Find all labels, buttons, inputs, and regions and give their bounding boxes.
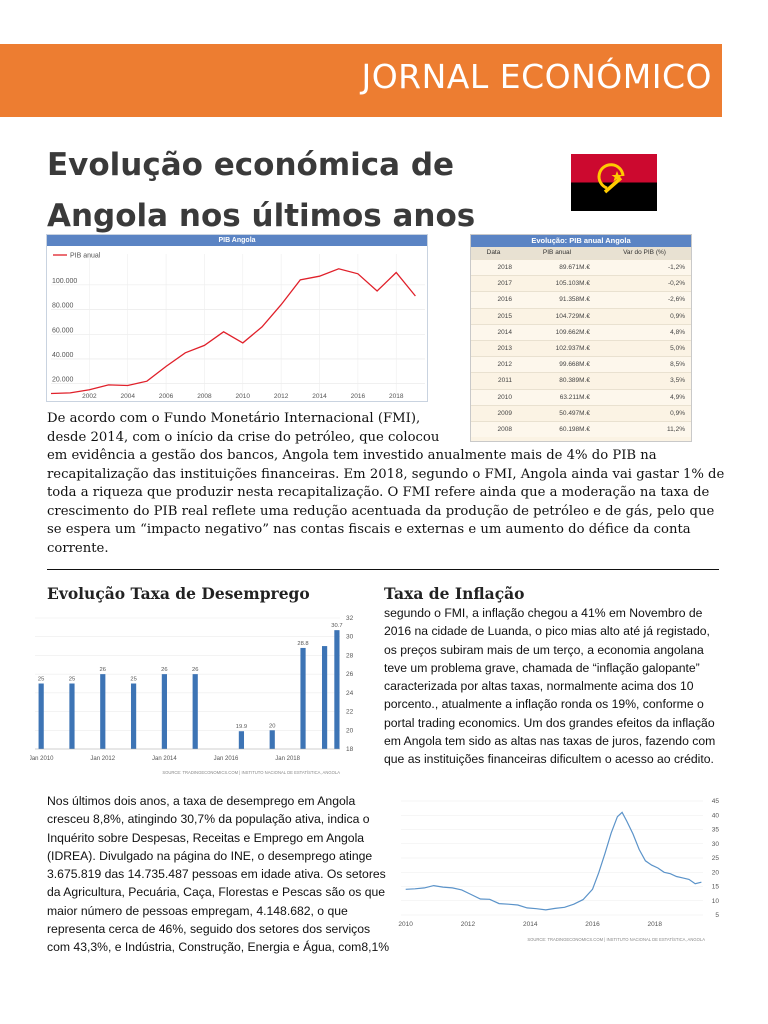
unemp-x-tick-label: Jan 2018 bbox=[275, 756, 300, 762]
angola-flag-image bbox=[571, 154, 657, 211]
infl-x-tick-label: 2014 bbox=[522, 921, 538, 928]
pib-cell-value: 60.198M.€ bbox=[559, 425, 590, 433]
unemp-bar-label: 19.9 bbox=[235, 724, 248, 731]
pib-x-tick-label: 2002 bbox=[82, 393, 97, 400]
pib-x-tick-label: 2016 bbox=[350, 393, 366, 400]
unemp-bar-label: 26 bbox=[191, 667, 199, 674]
pib-x-tick-label: 2008 bbox=[197, 393, 212, 400]
pib-table-row bbox=[471, 372, 691, 388]
unemp-x-tick-label: Jan 2016 bbox=[213, 756, 239, 762]
infl-x-tick-label: 2010 bbox=[398, 921, 413, 928]
unemp-bar bbox=[322, 646, 327, 749]
pib-cell-date: 2012 bbox=[497, 361, 512, 369]
pib-table-col-date: Data bbox=[486, 249, 501, 256]
pib-cell-var: 4,8% bbox=[670, 328, 685, 336]
unemp-bar bbox=[239, 731, 244, 749]
pib-table-row bbox=[471, 275, 691, 291]
pib-cell-date: 2015 bbox=[497, 312, 512, 320]
pib-x-tick-label: 2018 bbox=[388, 393, 404, 400]
pib-cell-value: 63.211M.€ bbox=[559, 393, 590, 401]
pib-x-tick-label: 2012 bbox=[273, 393, 289, 400]
article-paragraph-part-1: De acordo com o Fundo Monetário Internacional (FMI), desde 2014, com o início da crise do petróleo, que colocou bbox=[47, 411, 440, 445]
unemp-bar-label: 26 bbox=[99, 667, 107, 674]
pib-cell-date: 2010 bbox=[497, 393, 512, 401]
infl-y-tick-label: 35 bbox=[711, 826, 719, 834]
unemp-y-tick-label: 30 bbox=[346, 633, 354, 641]
unemp-bar-label: 28.8 bbox=[297, 640, 309, 647]
pib-cell-date: 2013 bbox=[497, 344, 512, 352]
pib-table-row bbox=[471, 291, 691, 307]
unemp-bar bbox=[162, 674, 167, 749]
infl-y-tick-label: 30 bbox=[711, 840, 719, 848]
pib-cell-var: -1,2% bbox=[668, 264, 685, 271]
pib-cell-value: 104.729M.€ bbox=[555, 312, 590, 320]
pib-y-tick-label: 20.000 bbox=[52, 376, 74, 384]
infl-source-label: SOURCE: TRADINGECONOMICS.COM | INSTITUTO NACIONAL DE ESTATÍSTICA, ANGOLA bbox=[527, 937, 705, 942]
unemp-y-tick-label: 22 bbox=[346, 708, 354, 716]
unemp-bar-label: 25 bbox=[68, 676, 76, 683]
unemp-bar-label: 25 bbox=[37, 676, 45, 683]
infl-y-tick-label: 40 bbox=[711, 812, 719, 820]
pib-cell-var: -0,2% bbox=[668, 280, 685, 288]
newspaper-title: JORNAL ECONÓMICO bbox=[361, 57, 712, 96]
flag-red-stripe bbox=[571, 154, 657, 183]
infl-y-tick-label: 5 bbox=[715, 912, 719, 919]
infl-x-tick-label: 2018 bbox=[647, 921, 662, 928]
pib-cell-value: 80.389M.€ bbox=[559, 377, 590, 385]
article-title-line-1: Evolução económica de bbox=[47, 147, 455, 183]
unemp-bar-label: 25 bbox=[130, 676, 137, 683]
pib-chart bbox=[46, 234, 428, 402]
inflation-chart-plot bbox=[395, 795, 725, 945]
inflation-text: segundo o FMI, a inflação chegou a 41% em Novembro de 2016 na cidade de Luanda, o pico mias alto até já registado, os preços subiram mais de um terço, a economia angolana teve um problema grave, chamada de “inflação galopante” caracterizada por altas taxas, normalmente acima dos 10 porcento., atualmente a inflação ronda os 19%, conforme o portal trading economics. Um dos grandes efeitos da inflação em Angola tem sido as altas nas taxas de juros, fazendo com que as instituições financeiras dificultem o acesso ao crédito. bbox=[384, 606, 716, 767]
unemp-bar bbox=[193, 674, 198, 749]
pib-x-tick-label: 2006 bbox=[158, 393, 174, 400]
article-paragraph-part-2: em evidência a gestão dos bancos, Angola tem investido anualmente mais de 4% do PIB na recapitalização das instituições financeiras. Em 2018, segundo o FMI, Angola ainda vai gastar 1% de toda a riqueza que produzir nesta recapitalização. O FMI refere ainda que a moderação na taxa de crescimento do PIB real reflete uma redução acentuada da produção de petróleo e de gás, pelo que se espera um “impacto negativo” nas contas fiscais e externas e um aumento do défice da conta corrente. bbox=[47, 448, 725, 556]
pib-cell-var: 11,2% bbox=[667, 425, 685, 433]
pib-cell-value: 99.668M.€ bbox=[559, 361, 590, 369]
pib-table-col-pib: PIB anual bbox=[542, 249, 572, 256]
unemp-y-tick-label: 28 bbox=[346, 652, 354, 660]
pib-cell-var: 0,9% bbox=[670, 312, 685, 320]
unemp-source-label: SOURCE: TRADINGECONOMICS.COM | INSTITUTO NACIONAL DE ESTATÍSTICA, ANGOLA bbox=[162, 770, 340, 775]
pib-cell-var: 3,5% bbox=[670, 377, 685, 385]
unemp-bar bbox=[131, 684, 136, 750]
unemp-bar bbox=[100, 674, 105, 749]
unemp-bar bbox=[270, 730, 275, 749]
unemployment-chart-plot bbox=[30, 612, 360, 777]
unemployment-heading: Evolução Taxa de Desemprego bbox=[47, 584, 310, 603]
pib-cell-date: 2011 bbox=[498, 377, 512, 385]
pib-cell-var: 0,9% bbox=[670, 409, 685, 417]
pib-cell-value: 91.358M.€ bbox=[559, 296, 590, 304]
unemp-bar-label: 20 bbox=[268, 723, 276, 730]
pib-table-row bbox=[471, 405, 691, 421]
unemp-bar-label: 30.7 bbox=[331, 623, 343, 630]
pib-table-row bbox=[471, 324, 691, 340]
unemployment-text: Nos últimos dois anos, a taxa de desemprego em Angola cresceu 8,8%, atingindo 30,7% da população ativa, indica o Inquérito sobre Despesas, Receitas e Emprego em Angola (IDREA). Divulgado na página do INE, o desemprego atinge 3.675.819 das 14.735.487 pessoas em idade ativa. Os setores da Agricultura, Pecuária, Caça, Florestas e Pescas são os que maior número de pessoas empregam, 4.148.682, o que representa cerca de 46%, seguido dos setores dos serviços com 43,3%, e Indústria, Construção, Energia e Água, com8,1% bbox=[47, 794, 390, 955]
pib-table-title: Evolução: PIB anual Angola bbox=[471, 235, 691, 247]
pib-table-row bbox=[471, 340, 691, 356]
infl-x-tick-label: 2012 bbox=[460, 921, 476, 928]
pib-x-tick-label: 2014 bbox=[312, 393, 327, 400]
infl-y-tick-label: 15 bbox=[711, 883, 719, 891]
pib-chart-plot bbox=[47, 246, 427, 401]
unemp-y-tick-label: 32 bbox=[346, 615, 354, 622]
unemp-bar bbox=[69, 684, 74, 750]
inflation-heading: Taxa de Inflação bbox=[384, 584, 525, 603]
inflation-chart bbox=[395, 795, 725, 945]
pib-y-tick-label: 100.000 bbox=[52, 277, 78, 285]
unemp-x-tick-label: Jan 2012 bbox=[90, 756, 116, 762]
unemp-bar bbox=[300, 648, 305, 749]
pib-cell-value: 109.662M.€ bbox=[555, 328, 590, 336]
pib-cell-value: 89.671M.€ bbox=[559, 264, 590, 271]
article-title bbox=[47, 140, 547, 242]
pib-cell-date: 2018 bbox=[497, 264, 512, 271]
pib-x-tick-label: 2004 bbox=[120, 393, 135, 400]
unemp-x-tick-label: Jan 2014 bbox=[152, 756, 177, 762]
pib-table-row bbox=[471, 356, 691, 372]
pib-cell-date: 2017 bbox=[497, 280, 512, 288]
pib-table-body bbox=[471, 259, 691, 437]
pib-cell-value: 50.497M.€ bbox=[559, 409, 590, 417]
unemp-bar bbox=[334, 630, 339, 749]
pib-table-row bbox=[471, 259, 691, 275]
pib-cell-var: 5,0% bbox=[670, 344, 685, 352]
infl-y-tick-label: 45 bbox=[711, 798, 719, 805]
pib-series-line bbox=[51, 269, 415, 394]
pib-cell-var: 4,9% bbox=[670, 393, 685, 401]
pib-y-tick-label: 80.000 bbox=[52, 302, 74, 310]
pib-chart-title: PIB Angola bbox=[47, 235, 427, 246]
pib-table-col-var: Var do PIB (%) bbox=[623, 249, 666, 256]
pib-cell-date: 2016 bbox=[497, 296, 512, 304]
infl-y-tick-label: 20 bbox=[711, 869, 719, 877]
pib-cell-var: -2,6% bbox=[668, 296, 685, 304]
infl-y-tick-label: 10 bbox=[711, 897, 719, 905]
pib-table bbox=[470, 234, 692, 442]
pib-x-tick-label: 2010 bbox=[235, 393, 251, 400]
pib-cell-var: 8,5% bbox=[670, 361, 685, 369]
pib-y-tick-label: 60.000 bbox=[52, 327, 74, 335]
pib-y-tick-label: 40.000 bbox=[52, 351, 74, 359]
unemp-y-tick-label: 20 bbox=[346, 727, 354, 735]
pib-cell-date: 2008 bbox=[497, 425, 512, 433]
pib-table-header bbox=[471, 247, 691, 259]
unemp-y-tick-label: 24 bbox=[346, 689, 354, 697]
pib-cell-value: 102.937M.€ bbox=[555, 344, 590, 352]
section-divider bbox=[47, 569, 719, 570]
infl-x-tick-label: 2016 bbox=[585, 921, 600, 928]
pib-table-row bbox=[471, 421, 691, 437]
pib-cell-date: 2009 bbox=[497, 409, 512, 417]
pib-table-row bbox=[471, 308, 691, 324]
pib-cell-date: 2014 bbox=[497, 328, 512, 336]
unemp-y-tick-label: 26 bbox=[346, 671, 354, 679]
pib-cell-value: 105.103M.€ bbox=[555, 280, 590, 288]
unemp-bar bbox=[39, 684, 44, 750]
unemp-x-tick-label: Jan 2010 bbox=[30, 756, 54, 762]
pib-legend-label: PIB anual bbox=[70, 252, 101, 260]
unemployment-chart bbox=[30, 612, 360, 777]
pib-table-row bbox=[471, 389, 691, 405]
flag-black-stripe bbox=[571, 183, 657, 212]
unemp-y-tick-label: 18 bbox=[346, 746, 354, 753]
unemp-bar-label: 26 bbox=[161, 667, 168, 674]
infl-series-line bbox=[406, 812, 702, 910]
article-title-line-2: Angola nos últimos anos bbox=[47, 198, 476, 234]
infl-y-tick-label: 25 bbox=[711, 855, 719, 862]
header-banner bbox=[0, 44, 722, 117]
